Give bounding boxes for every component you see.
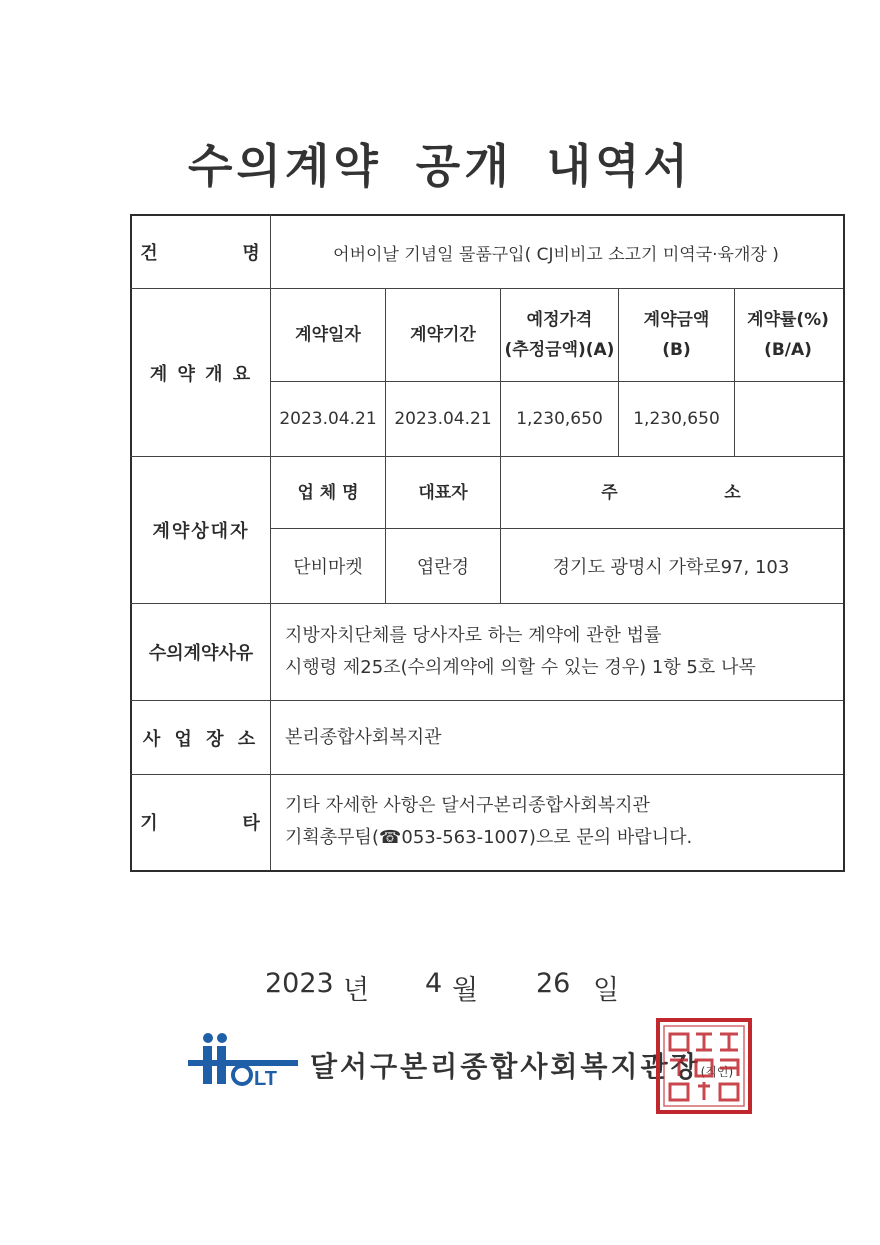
- value-estimated-price: 1,230,650: [516, 408, 603, 429]
- place-label: 사 업 장 소: [142, 728, 260, 750]
- reason-text: [271, 604, 841, 700]
- header-contract-period: 계약기간: [410, 325, 476, 345]
- svg-text:LT: LT: [254, 1068, 277, 1090]
- etc-line-1: 기타 자세한 사항은 달서구본리종합사회복지관: [285, 794, 650, 816]
- signatory-name: 달서구본리종합사회복지관장: [310, 1050, 701, 1083]
- etc-text: [271, 775, 841, 868]
- etc-line-2: 기획총무팀(☎053-563-1007)으로 문의 바랍니다.: [285, 826, 693, 848]
- header-company-name: 업 체 명: [297, 482, 359, 503]
- holt-logo: [186, 1030, 298, 1090]
- official-seal: [654, 1016, 754, 1116]
- value-contract-rate: [735, 382, 841, 455]
- value-contract-period: 2023.04.21: [394, 408, 492, 429]
- value-address: 경기도 광명시 가학로97, 103: [552, 556, 790, 578]
- overview-label: 계 약 개 요: [149, 363, 253, 385]
- etc-label: 기 타: [140, 812, 262, 834]
- document-title: 수의계약 공개 내역서: [188, 139, 692, 193]
- header-contract-date: 계약일자: [295, 325, 361, 345]
- reason-line-2: 시행령 제25조(수의계약에 의할 수 있는 경우) 1항 5호 나목: [285, 657, 756, 678]
- reason-label: 수의계약사유: [148, 643, 254, 664]
- date-month-unit: 월: [452, 975, 479, 1006]
- name-value: 어버이날 기념일 물품구입( CJ비비고 소고기 미역국·육개장 ): [333, 244, 779, 265]
- header-contract-rate: 계약률(%) (B/A): [747, 310, 829, 360]
- party-label: 계약상대자: [152, 521, 250, 542]
- header-estimated-price: 예정가격 (추정금액)(A): [504, 310, 615, 360]
- header-representative: 대표자: [418, 482, 468, 503]
- date-day-unit: 일: [593, 975, 620, 1006]
- value-representative: 엽란경: [416, 556, 470, 578]
- name-label: 건 명: [140, 243, 262, 264]
- header-contract-amount: 계약금액 (B): [643, 310, 710, 360]
- header-address: 주 소: [601, 482, 741, 503]
- place-value: 본리종합사회복지관: [285, 726, 442, 748]
- reason-line-1: 지방자치단체를 당사자로 하는 계약에 관한 법률: [285, 625, 662, 646]
- value-company-name: 단비마켓: [293, 556, 363, 578]
- date-month: 4: [425, 968, 443, 999]
- date-year-unit: 년: [343, 975, 370, 1006]
- value-contract-amount: 1,230,650: [633, 408, 720, 429]
- value-contract-date: 2023.04.21: [279, 408, 377, 429]
- date-day: 26: [536, 968, 571, 999]
- date-year: 2023: [265, 968, 334, 999]
- seal-note: (직인): [700, 1065, 734, 1079]
